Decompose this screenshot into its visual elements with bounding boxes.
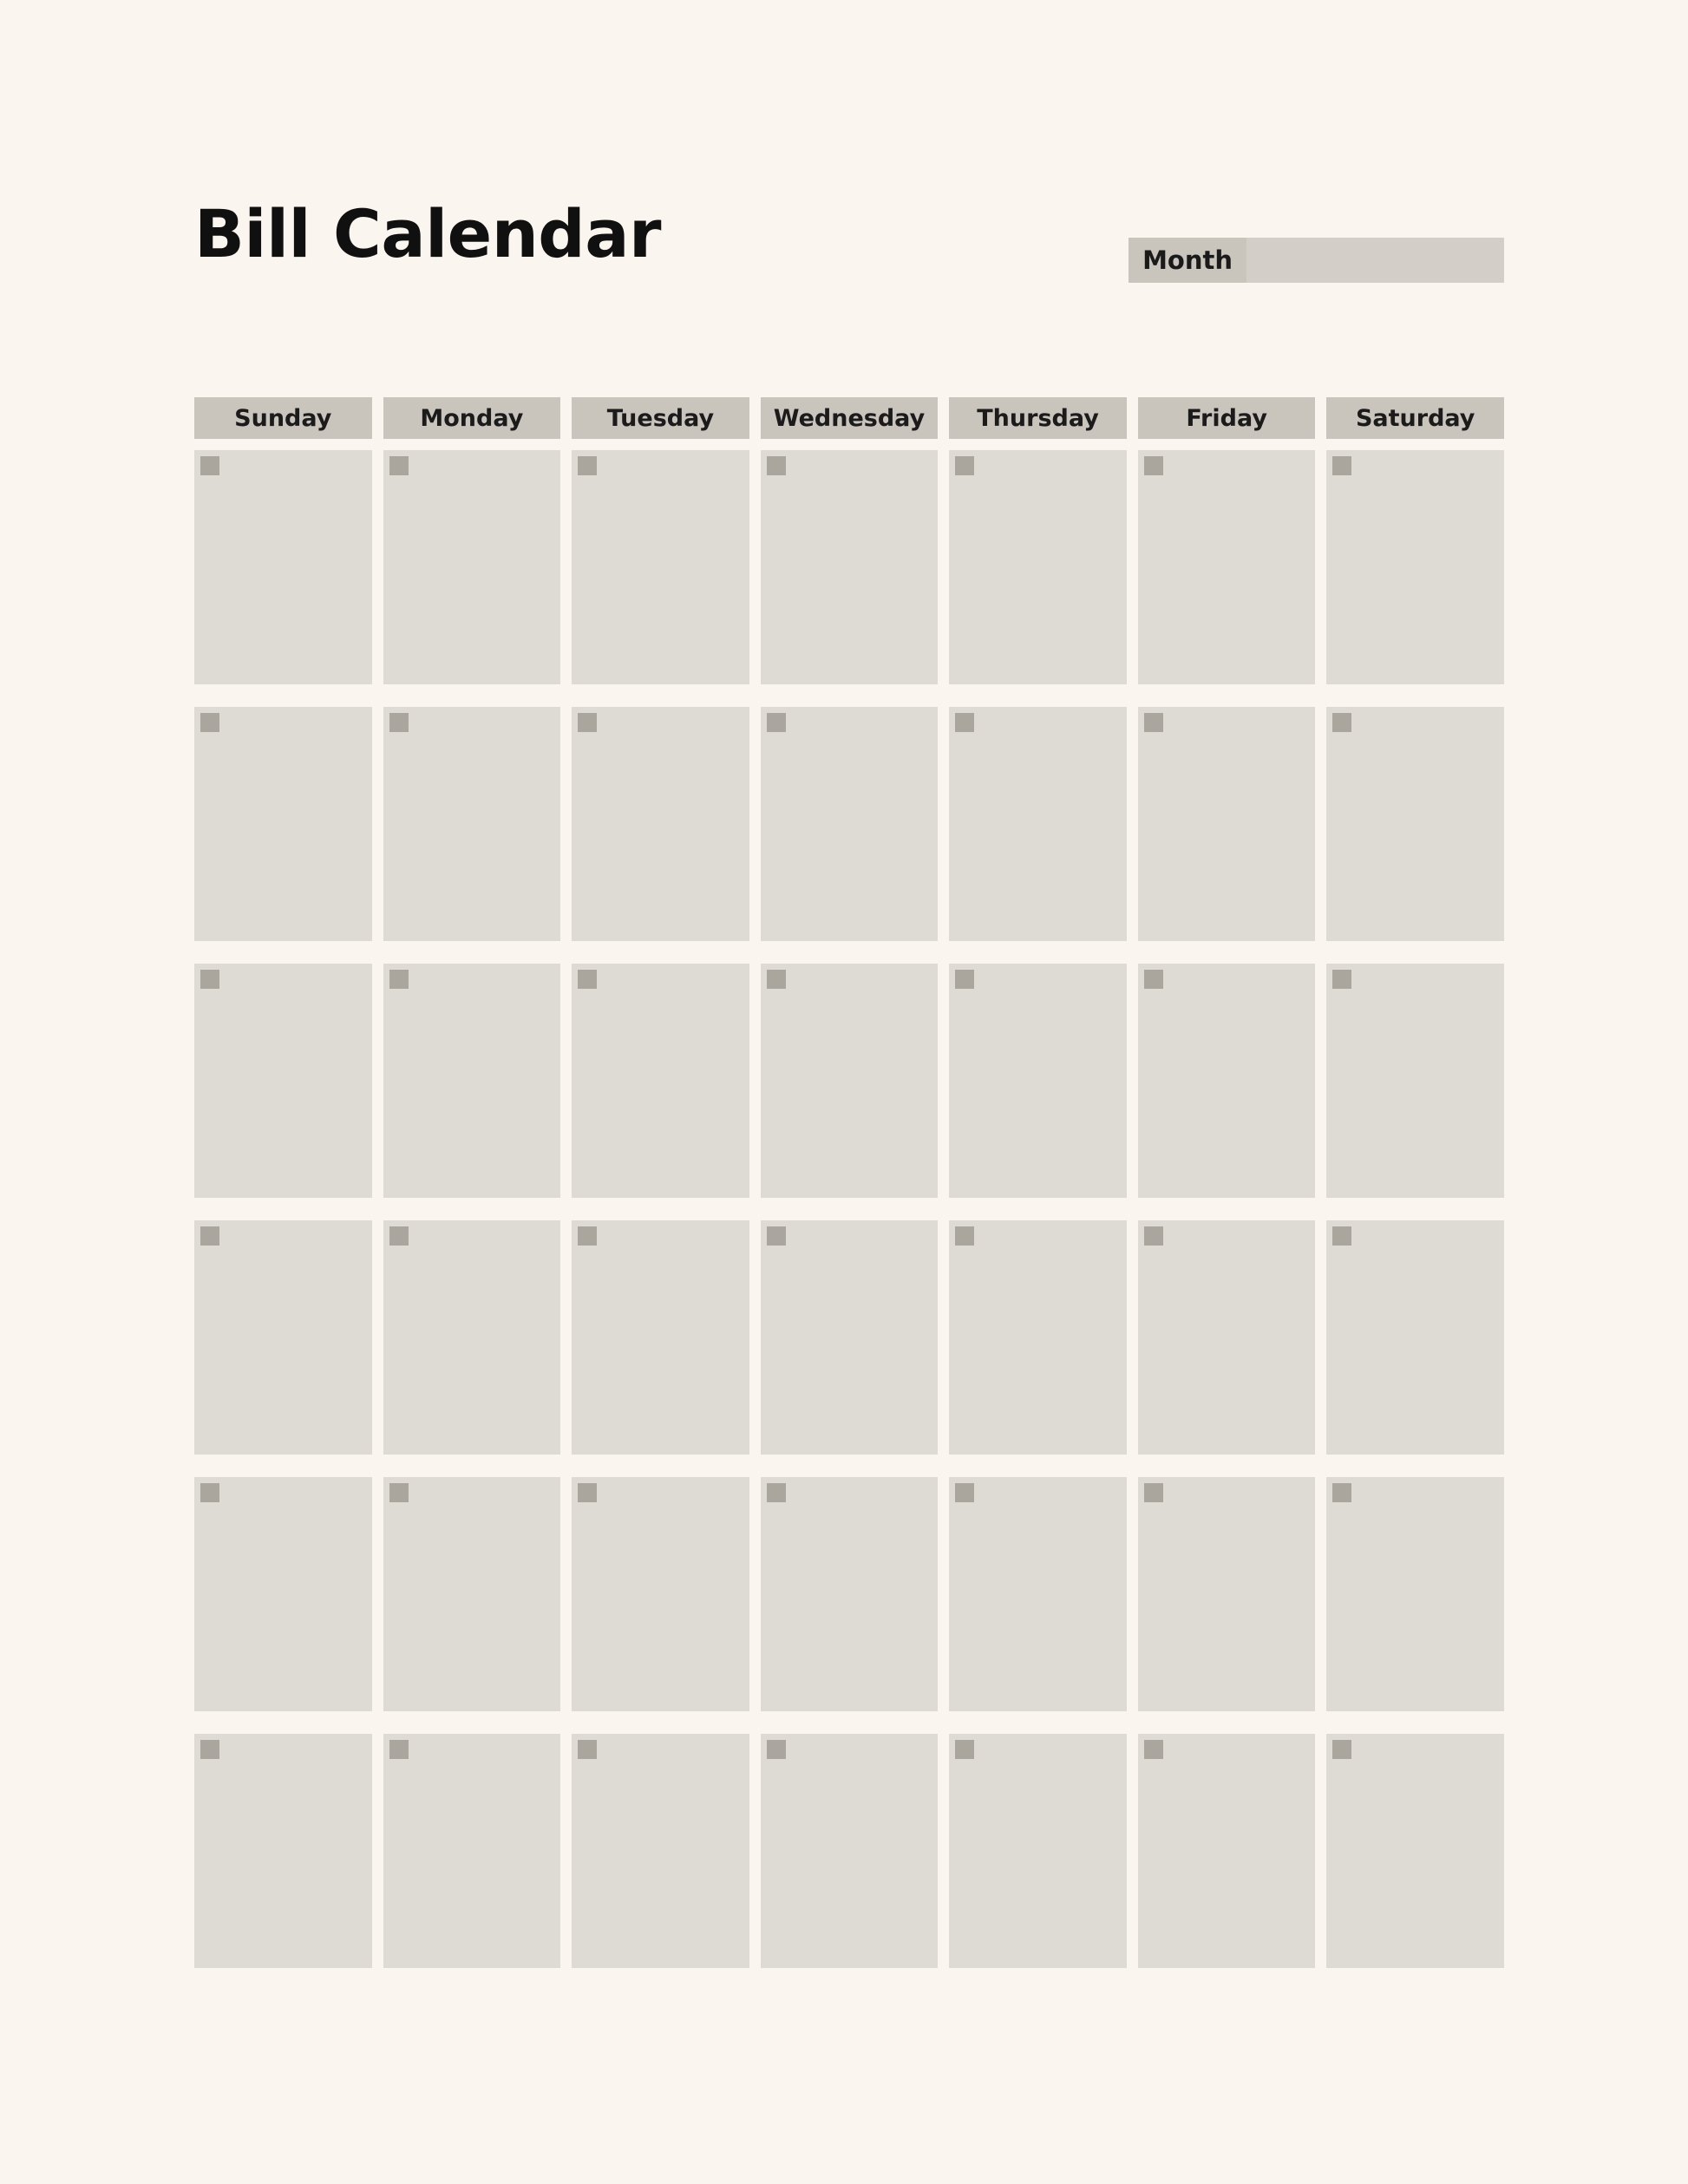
day-number xyxy=(1144,456,1163,475)
day-number-marker xyxy=(955,970,974,989)
page-header xyxy=(194,195,1504,297)
day-number xyxy=(200,456,219,475)
day-cell[interactable] xyxy=(1138,964,1316,1198)
day-number xyxy=(1144,1226,1163,1246)
day-cell[interactable] xyxy=(949,1220,1127,1455)
day-number xyxy=(767,970,786,989)
day-number xyxy=(1144,970,1163,989)
day-number xyxy=(1332,1483,1351,1502)
day-number xyxy=(767,713,786,732)
day-number-marker xyxy=(767,970,786,989)
day-number-marker xyxy=(578,970,597,989)
day-cell[interactable] xyxy=(194,707,372,941)
day-number xyxy=(578,1226,597,1246)
day-cell[interactable] xyxy=(1138,450,1316,684)
week-row xyxy=(194,1734,1504,1968)
day-number xyxy=(1144,713,1163,732)
day-cell[interactable] xyxy=(194,450,372,684)
day-number-marker xyxy=(1332,456,1351,475)
page-title: Bill Calendar xyxy=(194,195,661,272)
day-number-marker xyxy=(767,1740,786,1759)
month-input[interactable] xyxy=(1246,238,1504,283)
day-number xyxy=(767,1226,786,1246)
day-number-marker xyxy=(955,1740,974,1759)
week-row xyxy=(194,707,1504,941)
day-number xyxy=(200,1226,219,1246)
day-cell[interactable] xyxy=(383,1477,561,1711)
day-number xyxy=(1144,1483,1163,1502)
day-number xyxy=(200,970,219,989)
day-number xyxy=(955,970,974,989)
day-cell[interactable] xyxy=(761,450,939,684)
day-number xyxy=(1332,970,1351,989)
day-number xyxy=(200,713,219,732)
weekday-header-wednesday: Wednesday xyxy=(761,397,939,439)
day-number-marker xyxy=(578,1483,597,1502)
day-cell[interactable] xyxy=(572,964,749,1198)
week-row xyxy=(194,450,1504,684)
day-number xyxy=(200,1483,219,1502)
day-cell[interactable] xyxy=(761,1734,939,1968)
day-number-marker xyxy=(389,1226,409,1246)
day-cell[interactable] xyxy=(949,707,1127,941)
day-number-marker xyxy=(1144,713,1163,732)
day-number-marker xyxy=(1332,970,1351,989)
day-number-marker xyxy=(1144,1483,1163,1502)
day-number xyxy=(389,1226,409,1246)
day-number-marker xyxy=(200,1226,219,1246)
day-number xyxy=(389,713,409,732)
day-cell[interactable] xyxy=(1326,707,1504,941)
day-number xyxy=(955,456,974,475)
day-cell[interactable] xyxy=(1326,1734,1504,1968)
month-field-group xyxy=(1129,238,1504,283)
day-cell[interactable] xyxy=(949,964,1127,1198)
calendar-grid xyxy=(194,397,1504,1968)
weekday-header-monday: Monday xyxy=(383,397,561,439)
day-number-marker xyxy=(200,1740,219,1759)
day-number xyxy=(389,970,409,989)
day-number-marker xyxy=(1332,1483,1351,1502)
day-number-marker xyxy=(1144,970,1163,989)
day-number xyxy=(955,1483,974,1502)
day-cell[interactable] xyxy=(572,1734,749,1968)
day-number xyxy=(767,1483,786,1502)
day-number-marker xyxy=(200,456,219,475)
day-number-marker xyxy=(767,713,786,732)
day-cell[interactable] xyxy=(761,707,939,941)
month-label: Month xyxy=(1129,238,1246,283)
day-number xyxy=(1332,1740,1351,1759)
day-number-marker xyxy=(1144,456,1163,475)
day-cell[interactable] xyxy=(761,1220,939,1455)
day-cell[interactable] xyxy=(383,450,561,684)
day-number xyxy=(767,1740,786,1759)
day-number-marker xyxy=(1332,1226,1351,1246)
day-number xyxy=(578,713,597,732)
day-number-marker xyxy=(578,1226,597,1246)
day-number-marker xyxy=(389,1483,409,1502)
day-number-marker xyxy=(1332,1740,1351,1759)
day-number xyxy=(1332,713,1351,732)
day-number-marker xyxy=(200,1483,219,1502)
day-cell[interactable] xyxy=(194,1477,372,1711)
day-number xyxy=(200,1740,219,1759)
day-number xyxy=(1332,1226,1351,1246)
weekday-header-thursday: Thursday xyxy=(949,397,1127,439)
day-number-marker xyxy=(200,970,219,989)
day-number-marker xyxy=(389,456,409,475)
day-number-marker xyxy=(1144,1740,1163,1759)
weekday-header-friday: Friday xyxy=(1138,397,1316,439)
day-number-marker xyxy=(200,713,219,732)
week-row xyxy=(194,964,1504,1198)
day-number xyxy=(389,1740,409,1759)
day-cell[interactable] xyxy=(383,1220,561,1455)
weekday-header-saturday: Saturday xyxy=(1326,397,1504,439)
day-number-marker xyxy=(1332,713,1351,732)
week-row xyxy=(194,1477,1504,1711)
day-number-marker xyxy=(578,1740,597,1759)
day-number-marker xyxy=(767,1483,786,1502)
day-number xyxy=(578,1483,597,1502)
day-cell[interactable] xyxy=(1138,707,1316,941)
day-cell[interactable] xyxy=(572,1477,749,1711)
day-cell[interactable] xyxy=(761,1477,939,1711)
day-number-marker xyxy=(578,456,597,475)
day-number-marker xyxy=(955,1483,974,1502)
day-number xyxy=(389,1483,409,1502)
day-cell[interactable] xyxy=(572,707,749,941)
day-number-marker xyxy=(955,713,974,732)
day-cell[interactable] xyxy=(1326,450,1504,684)
day-number xyxy=(578,456,597,475)
day-number xyxy=(955,1226,974,1246)
day-number-marker xyxy=(955,1226,974,1246)
day-cell[interactable] xyxy=(1326,964,1504,1198)
day-cell[interactable] xyxy=(194,1220,372,1455)
day-number-marker xyxy=(389,713,409,732)
day-cell[interactable] xyxy=(572,1220,749,1455)
day-cell[interactable] xyxy=(949,450,1127,684)
day-cell[interactable] xyxy=(572,450,749,684)
day-cell[interactable] xyxy=(194,1734,372,1968)
day-number xyxy=(955,713,974,732)
day-cell[interactable] xyxy=(949,1477,1127,1711)
day-cell[interactable] xyxy=(761,964,939,1198)
day-cell[interactable] xyxy=(383,1734,561,1968)
week-row xyxy=(194,1220,1504,1455)
day-number xyxy=(578,970,597,989)
day-number xyxy=(1144,1740,1163,1759)
day-cell[interactable] xyxy=(383,707,561,941)
day-number-marker xyxy=(578,713,597,732)
day-number xyxy=(389,456,409,475)
day-cell[interactable] xyxy=(1326,1477,1504,1711)
day-cell[interactable] xyxy=(383,964,561,1198)
day-number-marker xyxy=(955,456,974,475)
day-number xyxy=(767,456,786,475)
day-number xyxy=(955,1740,974,1759)
day-cell[interactable] xyxy=(194,964,372,1198)
weekday-header-sunday: Sunday xyxy=(194,397,372,439)
day-cell[interactable] xyxy=(1138,1220,1316,1455)
day-cell[interactable] xyxy=(949,1734,1127,1968)
day-number xyxy=(578,1740,597,1759)
day-number-marker xyxy=(767,456,786,475)
day-cell[interactable] xyxy=(1138,1734,1316,1968)
day-number-marker xyxy=(767,1226,786,1246)
day-number-marker xyxy=(389,1740,409,1759)
day-number-marker xyxy=(389,970,409,989)
day-number xyxy=(1332,456,1351,475)
weekday-header-tuesday: Tuesday xyxy=(572,397,749,439)
weekday-header-row xyxy=(194,397,1504,439)
day-number-marker xyxy=(1144,1226,1163,1246)
day-cell[interactable] xyxy=(1138,1477,1316,1711)
day-cell[interactable] xyxy=(1326,1220,1504,1455)
